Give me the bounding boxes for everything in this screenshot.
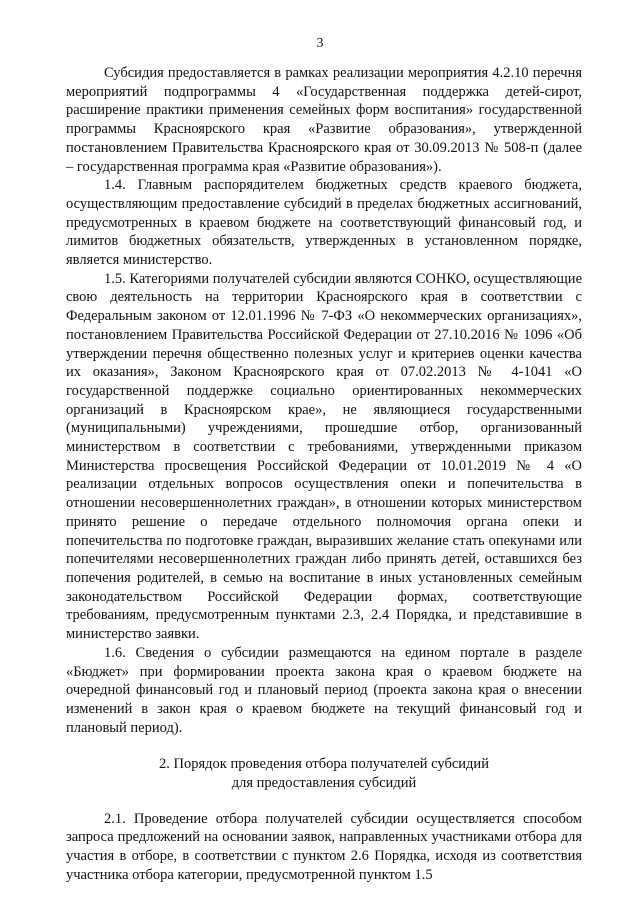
page-number: 3	[316, 36, 324, 51]
paragraph-1-6: 1.6. Сведения о субсидии размещаются на едином портале в разделе «Бюджет» при формировании проекта закона края о краевом бюджете на очередной финансовый год и плановый период (проекта закона края о внесении изменений в закон края о краевом бюджете на текущий финансовый год и плановый период).	[66, 644, 582, 736]
paragraph-1-4: 1.4. Главным распорядителем бюджетных средств краевого бюджета, осуществляющим предоставление субсидий в пределах бюджетных ассигнований, предусмотренных в краевом бюджете на соответствующий финансовый год, и лимитов бюджетных обязательств, утвержденных в установленном порядке, является министерство.	[66, 177, 582, 269]
paragraph-2-1: 2.1. Проведение отбора получателей субсидии осуществляется способом запроса предложений на основании заявок, направленных участниками отбора для участия в отборе, в соответствии с пунктом 2.6 Порядка, исходя из соответствия участника отбора категории, предусмотренной пунктом 1.5	[66, 810, 582, 883]
section-heading-line-2: для предоставления субсидий	[231, 775, 417, 792]
section-heading	[66, 755, 582, 792]
paragraph-1-5: 1.5. Категориями получателей субсидии являются СОНКО, осуществляющие свою деятельность на территории Красноярского края в соответствии с Федеральным законом от 12.01.1996 № 7-ФЗ «О некоммерческих организациях», постановлением Правительства Российской Федерации от 27.10.2016 № 1096 «Об утверждении перечня общественно полезных услуг и критериев оценки качества их оказания», Законом Красноярского края от 07.02.2013 № 4-1041 «О государственной поддержке социально ориентированных некоммерческих организаций в Красноярском крае», не являющиеся государственными (муниципальными) учреждениями, прошедшие отбор, организованный министерством в соответствии с требованиями, утвержденными приказом Министерства просвещения Российской Федерации от 10.01.2019 № 4 «О реализации отдельных вопросов осуществления опеки и попечительства в отношении несовершеннолетних граждан», в отношении которых министерством принято решение о передаче отдельного полномочия органа опеки и попечительства по подготовке граждан, выразивших желание стать опекунами или попечителями несовершеннолетних граждан либо принять детей, оставшихся без попечения родителей, в семью на воспитание в иных установленных семейным законодательством Российской Федерации формах, соответствующие требованиям, предусмотренным пунктами 2.3, 2.4 Порядка, и представившие в министерство заявки.	[66, 270, 583, 643]
paragraph-subsidy-program: Субсидия предоставляется в рамках реализации мероприятия 4.2.10 перечня мероприятий подпрограммы 4 «Государственная поддержка детей-сирот, расширение практики применения семейных форм воспитания» государственной программы Красноярского края «Развитие образования», утвержденной постановлением Правительства Красноярского края от 30.09.2013 № 508-п (далее – государственная программа края «Развитие образования»).	[66, 65, 582, 175]
section-heading-line-1: 2. Порядок проведения отбора получателей субсидий	[159, 756, 489, 773]
document-body	[66, 64, 582, 885]
